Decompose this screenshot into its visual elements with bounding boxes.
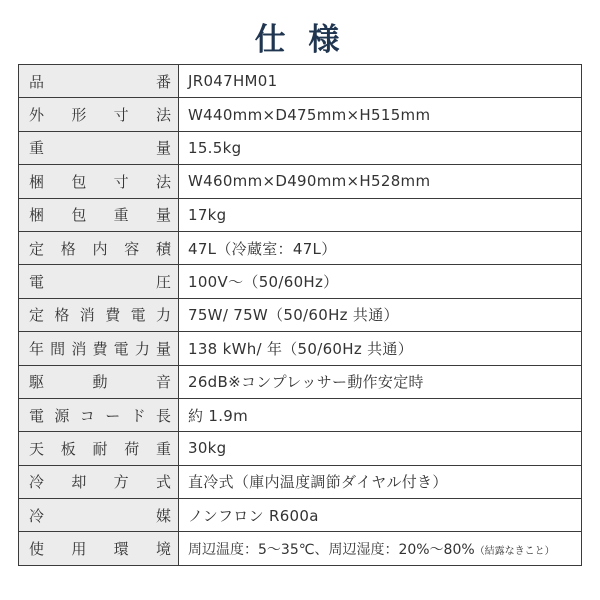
spec-value: 138 kWh/ 年（50/60Hz 共通） xyxy=(179,332,582,365)
spec-value: 47L（冷蔵室：47L） xyxy=(179,231,582,264)
spec-value xyxy=(179,532,582,565)
page-title: 仕 様 xyxy=(254,22,346,58)
spec-value: W460mm×D490mm×H528mm xyxy=(179,165,582,198)
spec-label: 定格消費電力 xyxy=(19,298,179,331)
spec-value-note: （結露なきこと） xyxy=(474,545,555,557)
spec-label: 電圧 xyxy=(19,265,179,298)
spec-value: 75W/ 75W（50/60Hz 共通） xyxy=(179,298,582,331)
spec-row-dimensions xyxy=(19,98,582,131)
spec-value: 30kg xyxy=(179,432,582,465)
spec-table xyxy=(18,64,582,566)
spec-row-package-weight xyxy=(19,198,582,231)
spec-value-main: 周辺温度：5〜35℃、周辺湿度：20%〜80% xyxy=(188,541,475,558)
spec-value: 26dB※コンプレッサー動作安定時 xyxy=(179,365,582,398)
spec-row-annual-energy xyxy=(19,332,582,365)
spec-row-weight xyxy=(19,131,582,164)
spec-row-model xyxy=(19,65,582,98)
spec-row-environment xyxy=(19,532,582,565)
spec-label: 重量 xyxy=(19,131,179,164)
spec-label: 梱包寸法 xyxy=(19,165,179,198)
spec-label: 定格内容積 xyxy=(19,231,179,264)
spec-value: 約 1.9m xyxy=(179,398,582,431)
spec-row-voltage xyxy=(19,265,582,298)
spec-row-cooling-method xyxy=(19,465,582,498)
spec-label: 使用環境 xyxy=(19,532,179,565)
spec-label: 梱包重量 xyxy=(19,198,179,231)
spec-value: 100V〜（50/60Hz） xyxy=(179,265,582,298)
spec-row-package-dimensions xyxy=(19,165,582,198)
spec-value: 15.5kg xyxy=(179,131,582,164)
spec-row-power-consumption xyxy=(19,298,582,331)
spec-label: 天板耐荷重 xyxy=(19,432,179,465)
spec-label: 冷媒 xyxy=(19,499,179,532)
spec-row-refrigerant xyxy=(19,499,582,532)
spec-value: JR047HM01 xyxy=(179,65,582,98)
spec-row-noise xyxy=(19,365,582,398)
spec-label: 外形寸法 xyxy=(19,98,179,131)
spec-value: ノンフロン R600a xyxy=(179,499,582,532)
spec-value: W440mm×D475mm×H515mm xyxy=(179,98,582,131)
spec-row-capacity xyxy=(19,231,582,264)
spec-label: 年間消費電力量 xyxy=(19,332,179,365)
spec-label: 駆動音 xyxy=(19,365,179,398)
spec-value: 17kg xyxy=(179,198,582,231)
spec-row-cord-length xyxy=(19,398,582,431)
spec-value: 直冷式（庫内温度調節ダイヤル付き） xyxy=(179,465,582,498)
spec-label: 電源コード長 xyxy=(19,398,179,431)
spec-row-top-load xyxy=(19,432,582,465)
spec-label: 品番 xyxy=(19,65,179,98)
spec-label: 冷却方式 xyxy=(19,465,179,498)
